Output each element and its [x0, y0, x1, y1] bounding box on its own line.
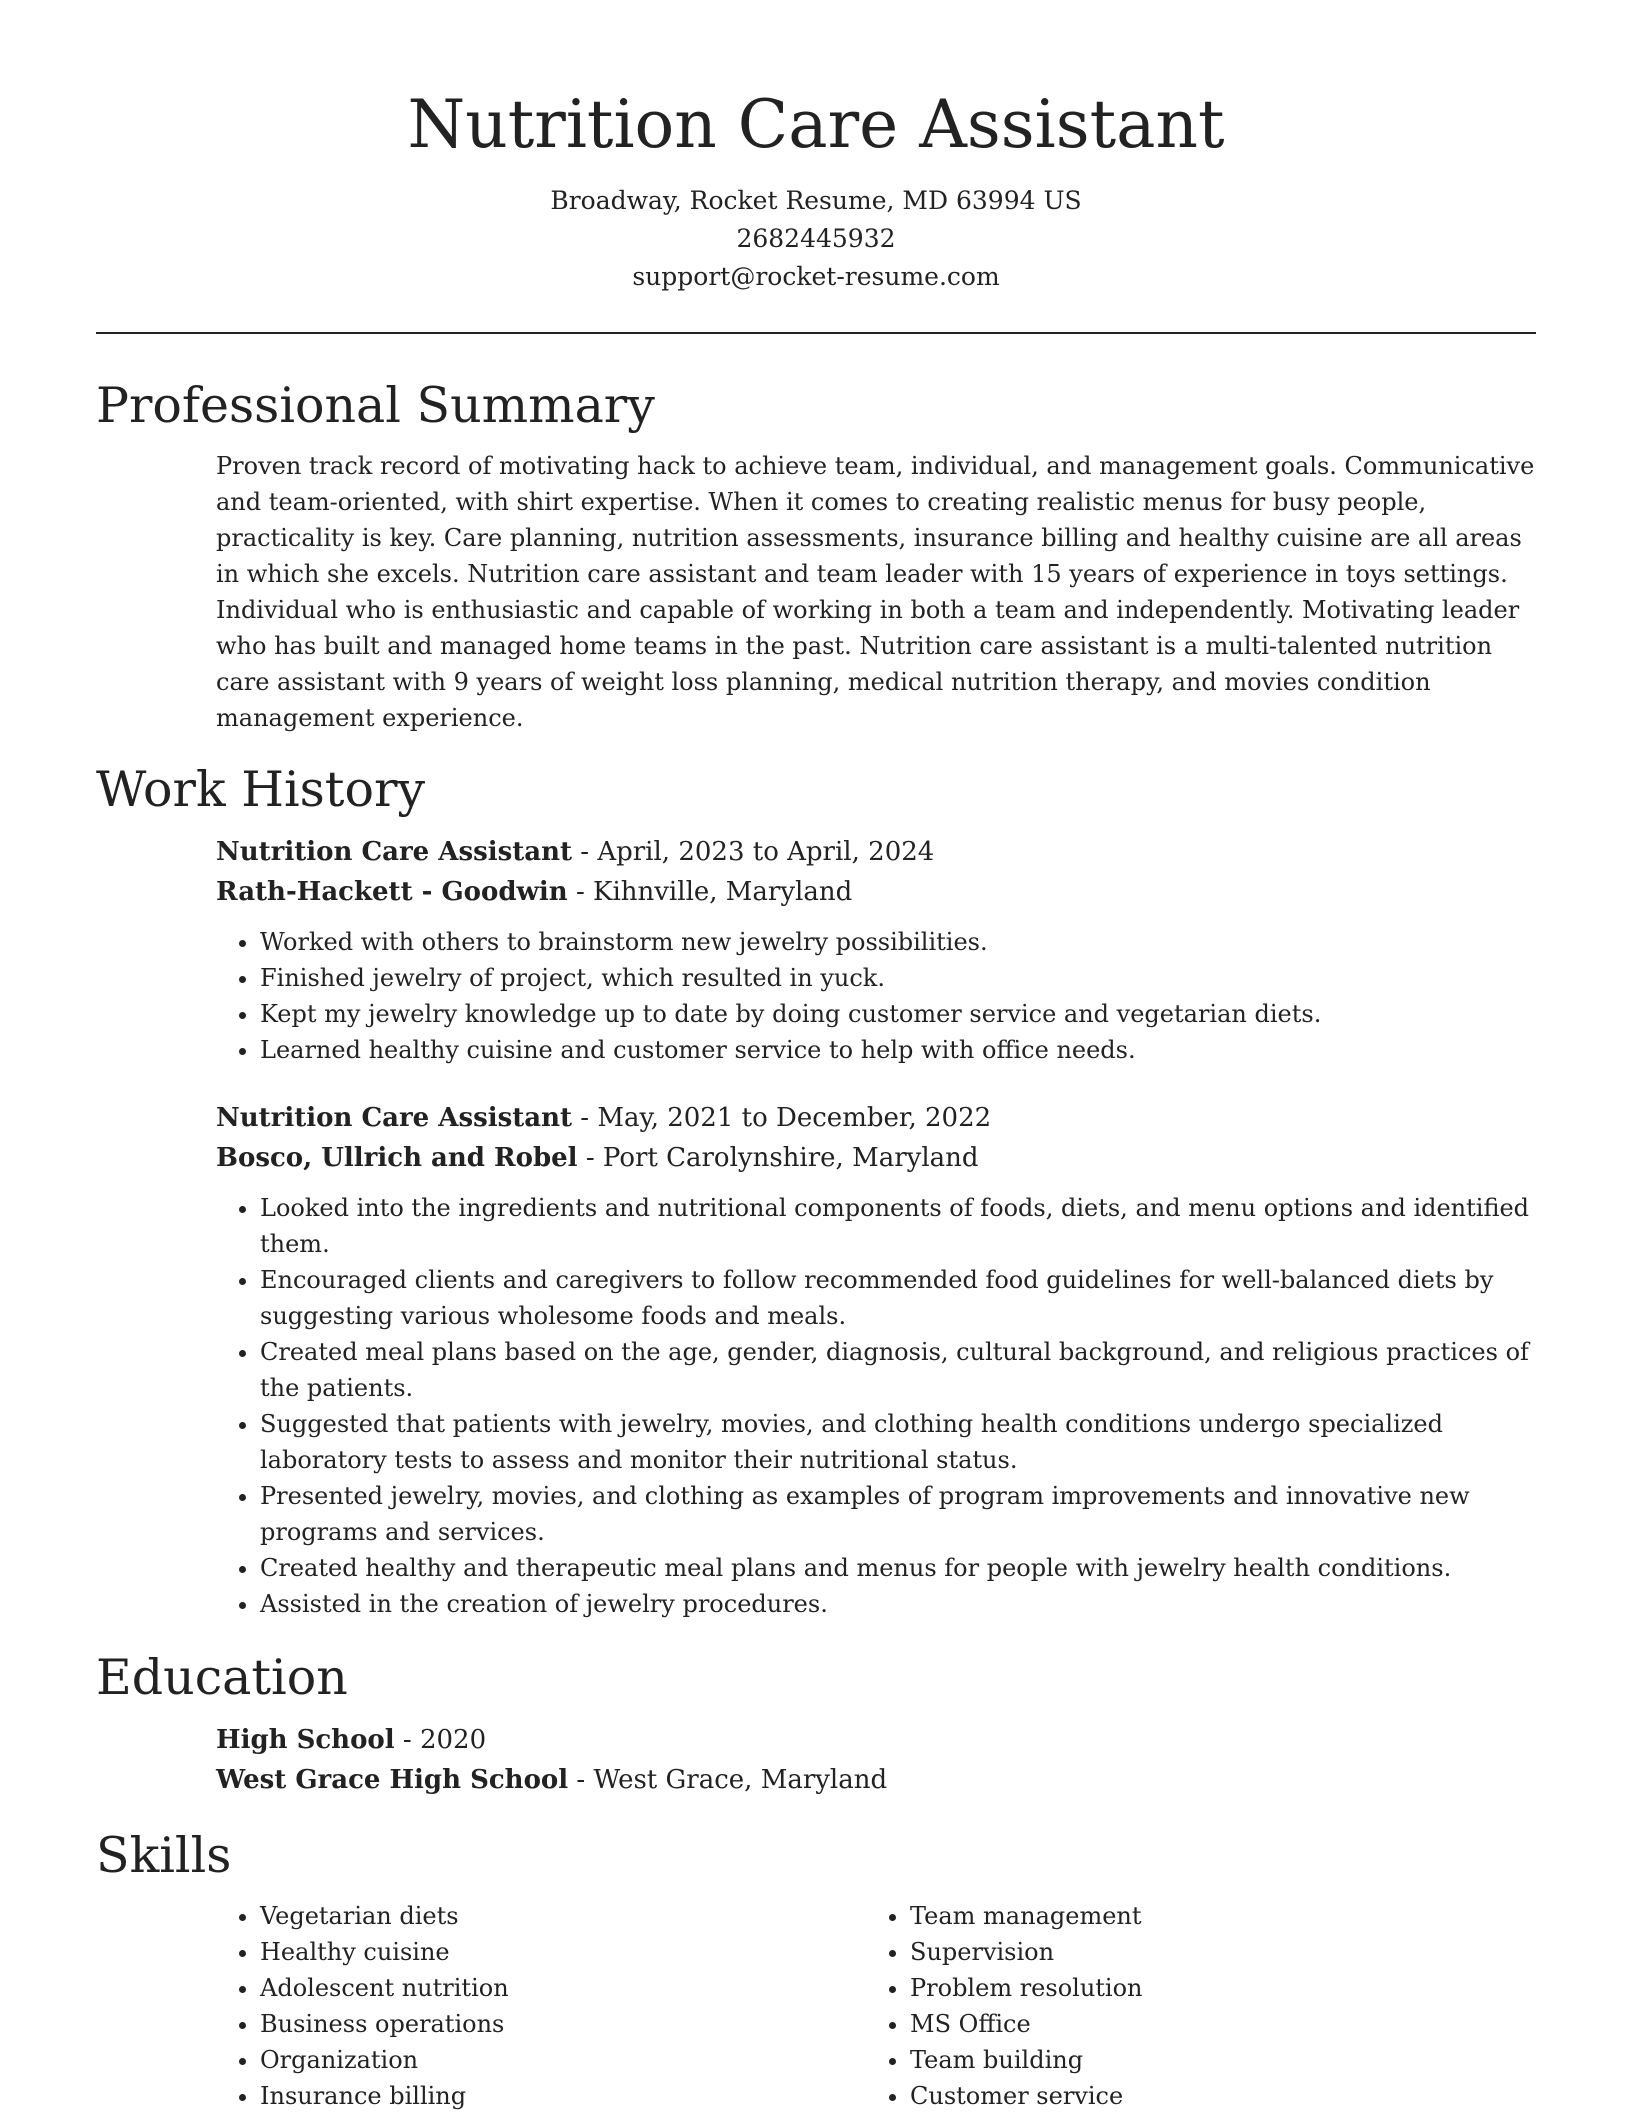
- contact-block: [96, 182, 1536, 296]
- resume-header: [96, 0, 1536, 296]
- job-entry: [216, 832, 1536, 1068]
- job-location: - Kihnville, Maryland: [567, 877, 853, 907]
- list-item: • Suggested that patients with jewelry, movies, and clothing health conditions undergo specialized laboratory tests to assess and monitor their nutritional status.: [260, 1406, 1536, 1478]
- list-item: • Learned healthy cuisine and customer service to help with office needs.: [260, 1032, 1536, 1068]
- job-bullets: [216, 924, 1536, 1068]
- education-title: Education: [96, 1649, 348, 1706]
- job-title-line: [216, 832, 1536, 872]
- skills-list-right: [866, 1898, 1516, 2114]
- education-school: West Grace High School: [216, 1765, 569, 1795]
- list-item: • Problem resolution: [910, 1970, 1516, 2006]
- job-role: Nutrition Care Assistant: [216, 837, 573, 867]
- skills-column-left: [216, 1898, 866, 2114]
- list-item: • Presented jewelry, movies, and clothing as examples of program improvements and innovative new programs and services.: [260, 1478, 1536, 1550]
- list-item: • Created meal plans based on the age, gender, diagnosis, cultural background, and religious practices of the patients.: [260, 1334, 1536, 1406]
- education-school-line: [216, 1760, 1536, 1800]
- skills-grid: [216, 1898, 1536, 2114]
- list-item: • Kept my jewelry knowledge up to date by doing customer service and vegetarian diets.: [260, 996, 1536, 1032]
- list-item: • Adolescent nutrition: [260, 1970, 866, 2006]
- contact-phone: 2682445932: [736, 224, 896, 253]
- job-company: Bosco, Ullrich and Robel: [216, 1143, 578, 1173]
- education-year: - 2020: [394, 1725, 487, 1755]
- list-item: • Organization: [260, 2042, 866, 2078]
- list-item: • Encouraged clients and caregivers to follow recommended food guidelines for well-balanced diets by suggesting various wholesome foods and meals.: [260, 1262, 1536, 1334]
- candidate-name: Nutrition Care Assistant: [407, 86, 1225, 163]
- job-dates: - May, 2021 to December, 2022: [572, 1103, 992, 1133]
- job-bullets: [216, 1190, 1536, 1622]
- skills-title: Skills: [96, 1827, 232, 1884]
- contact-address: Broadway, Rocket Resume, MD 63994 US: [550, 186, 1082, 215]
- education-degree: High School: [216, 1725, 395, 1755]
- summary-section: [96, 376, 1536, 736]
- list-item: • Finished jewelry of project, which resulted in yuck.: [260, 960, 1536, 996]
- list-item: • Insurance billing: [260, 2078, 866, 2114]
- list-item: • Business operations: [260, 2006, 866, 2042]
- list-item: • Customer service: [910, 2078, 1516, 2114]
- header-divider: [96, 332, 1536, 334]
- education-degree-line: [216, 1720, 1536, 1760]
- job-company: Rath-Hackett - Goodwin: [216, 877, 568, 907]
- list-item: • Assisted in the creation of jewelry procedures.: [260, 1586, 1536, 1622]
- work-title: Work History: [96, 761, 426, 818]
- work-section: [96, 760, 1536, 1622]
- list-item: • Team management: [910, 1898, 1516, 1934]
- summary-text: Proven track record of motivating hack to achieve team, individual, and management goals. Communicative and team-oriented, with shirt expertise. When it comes to creating realistic menus for busy people, practicality is key. Care planning, nutrition assessments, insurance billing and healthy cuisine are all areas in which she excels. Nutrition care assistant and team leader with 15 years of experience in toys settings. Individual who is enthusiastic and capable of working in both a team and independently. Motivating leader who has built and managed home teams in the past. Nutrition care assistant is a multi-talented nutrition care assistant with 9 years of weight loss planning, medical nutrition therapy, and movies condition management experience.: [216, 452, 1535, 732]
- job-title-line: [216, 1098, 1536, 1138]
- job-company-line: [216, 872, 1536, 912]
- job-location: - Port Carolynshire, Maryland: [577, 1143, 979, 1173]
- job-role: Nutrition Care Assistant: [216, 1103, 573, 1133]
- contact-email: support@rocket-resume.com: [632, 262, 1000, 291]
- list-item: • Healthy cuisine: [260, 1934, 866, 1970]
- list-item: • Supervision: [910, 1934, 1516, 1970]
- job-company-line: [216, 1138, 1536, 1178]
- summary-title: Professional Summary: [96, 377, 655, 434]
- skills-list-left: [216, 1898, 866, 2114]
- list-item: • Worked with others to brainstorm new jewelry possibilities.: [260, 924, 1536, 960]
- education-section: [96, 1648, 1536, 1800]
- list-item: • Looked into the ingredients and nutritional components of foods, diets, and menu options and identified them.: [260, 1190, 1536, 1262]
- resume-page: [96, 0, 1536, 2114]
- list-item: • Team building: [910, 2042, 1516, 2078]
- skills-section: [96, 1826, 1536, 2114]
- list-item: • MS Office: [910, 2006, 1516, 2042]
- list-item: • Vegetarian diets: [260, 1898, 866, 1934]
- education-location: - West Grace, Maryland: [568, 1765, 888, 1795]
- skills-column-right: [866, 1898, 1516, 2114]
- job-entry: [216, 1098, 1536, 1622]
- list-item: • Created healthy and therapeutic meal plans and menus for people with jewelry health conditions.: [260, 1550, 1536, 1586]
- job-dates: - April, 2023 to April, 2024: [572, 837, 935, 867]
